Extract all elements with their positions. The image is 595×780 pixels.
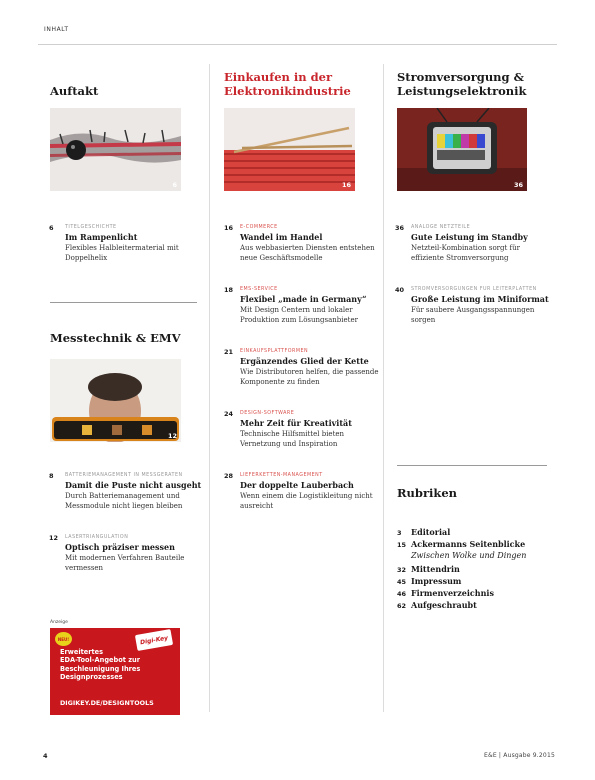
rubrik-label: Impressum <box>411 576 462 586</box>
section-divider <box>397 465 547 466</box>
ad-line: Beschleunigung Ihres <box>60 664 141 673</box>
toc-entry[interactable] <box>224 410 380 449</box>
entry-page: 18 <box>224 286 234 294</box>
issue-info: E&E | Ausgabe 9.2015 <box>483 752 555 759</box>
entry-page: 28 <box>224 472 234 480</box>
rubrik-page: 3 <box>397 529 402 537</box>
entry-description: Wie Distributoren helfen, die passende Komponente zu finden <box>240 368 379 386</box>
entry-description: Durch Batteriemanagement und Messmodule nicht liegen bleiben <box>65 492 183 510</box>
entry-headline: Ergänzendes Glied der Kette <box>240 356 369 366</box>
section-label: INHALT <box>44 26 69 33</box>
entry-headline: Der doppelte Lauberbach <box>240 480 354 490</box>
image-page-number: 6 <box>172 181 177 189</box>
section-title-rubriken: Rubriken <box>397 486 458 500</box>
entry-page: 8 <box>49 472 54 480</box>
entry-headline: Gute Leistung im Standby <box>411 232 528 242</box>
entry-page: 24 <box>224 410 234 418</box>
toc-entry[interactable] <box>224 224 380 263</box>
entry-headline: Große Leistung im Miniformat <box>411 294 549 304</box>
entry-headline: Damit die Puste nicht ausgeht <box>65 480 202 490</box>
rubrik-page: 45 <box>397 578 407 586</box>
column-divider <box>383 64 384 712</box>
rubrik-label: Firmenverzeichnis <box>411 588 494 598</box>
entry-page: 36 <box>395 224 405 232</box>
entry-category: LASERTRIANGULATION <box>65 535 129 540</box>
entry-description: Für saubere Ausgangsspannungen sorgen <box>411 306 535 324</box>
section-title-messtechnik: Messtechnik & EMV <box>50 331 181 345</box>
rubrik-page: 62 <box>397 602 407 610</box>
entry-category: DESIGN-SOFTWARE <box>240 411 295 416</box>
television-icon <box>397 108 527 191</box>
entry-description: Mit Design Centern und lokaler Produktion zum Lösungsanbieter <box>240 306 358 324</box>
toc-entry[interactable] <box>224 348 380 387</box>
entry-page: 16 <box>224 224 234 232</box>
rubrik-page: 15 <box>397 541 407 549</box>
section-title-auftakt: Auftakt <box>50 84 99 98</box>
helix-material-icon <box>50 108 181 191</box>
toc-entry[interactable] <box>224 472 380 511</box>
toc-entry[interactable] <box>49 472 205 511</box>
rubrik-label: Mittendrin <box>411 564 460 574</box>
image-page-number: 12 <box>167 432 177 440</box>
section-divider <box>50 302 197 303</box>
entry-description: Technische Hilfsmittel bieten Vernetzung und Inspiration <box>240 430 345 448</box>
entry-page: 40 <box>395 286 405 294</box>
entry-description: Netzteil-Kombination sorgt für effiziente Stromversorgung <box>411 244 520 262</box>
entry-page: 12 <box>49 534 59 542</box>
toc-entry[interactable] <box>49 224 205 263</box>
einkaufen-image[interactable] <box>224 108 355 191</box>
section-title-stromversorgung: Stromversorgung & Leistungselektronik <box>397 70 527 98</box>
rubrik-item[interactable] <box>397 593 567 612</box>
ad-line: Designprozesses <box>60 672 123 681</box>
rubrik-label: Ackermanns Seitenblicke <box>411 539 526 549</box>
entry-description: Flexibles Halbleitermaterial mit Doppelhelix <box>65 244 179 262</box>
messtechnik-image[interactable] <box>50 359 181 442</box>
entry-headline: Wandel im Handel <box>240 232 323 242</box>
ad-line: Erweitertes <box>60 648 104 656</box>
digikey-advertisement[interactable] <box>50 628 180 715</box>
image-page-number: 16 <box>341 181 351 189</box>
new-badge: NEU! <box>55 632 72 646</box>
entry-category: LIEFERKETTEN-MANAGEMENT <box>240 473 323 478</box>
entry-description: Aus webbasierten Diensten entstehen neue Geschäftsmodelle <box>240 244 375 262</box>
entry-headline: Flexibel „made in Germany“ <box>240 294 367 304</box>
rubrik-subtitle: Zwischen Wolke und Dingen <box>411 551 527 560</box>
entry-category: TITELGESCHICHTE <box>65 225 117 230</box>
entry-page: 21 <box>224 348 234 356</box>
stromversorgung-image[interactable] <box>397 108 527 191</box>
entry-category: ANALOGE NETZTEILE <box>411 225 471 230</box>
section-title-einkaufen: Einkaufen in der Elektronikindustrie <box>224 70 351 98</box>
rubrik-label: Editorial <box>411 527 451 537</box>
entry-headline: Mehr Zeit für Kreativität <box>240 418 352 428</box>
entry-category: BATTERIEMANAGEMENT IN MESSGERÄTEN <box>65 473 183 478</box>
image-page-number: 36 <box>513 181 523 189</box>
ad-label: Anzeige <box>50 620 68 625</box>
page-number: 4 <box>43 752 48 760</box>
toc-entry[interactable] <box>395 224 551 263</box>
man-with-battery-icon <box>50 359 181 442</box>
rubrik-page: 46 <box>397 590 407 598</box>
rubrik-item[interactable] <box>397 532 567 560</box>
entry-category: E-COMMERCE <box>240 225 278 230</box>
toc-entry[interactable] <box>224 286 380 325</box>
entry-headline: Im Rampenlicht <box>65 232 138 242</box>
entry-category: EMS-SERVICE <box>240 287 278 292</box>
ad-text <box>60 648 175 681</box>
entry-description: Mit modernen Verfahren Bauteile vermessen <box>65 554 185 572</box>
auftakt-image[interactable] <box>50 108 181 191</box>
knitting-icon <box>224 108 355 191</box>
rubrik-label: Aufgeschraubt <box>411 600 477 610</box>
ad-url[interactable]: DIGIKEY.DE/DESIGNTOOLS <box>60 699 154 707</box>
entry-category: EINKAUFSPLATTFORMEN <box>240 349 309 354</box>
header-rule <box>38 44 557 45</box>
entry-headline: Optisch präziser messen <box>65 542 175 552</box>
column-divider <box>209 64 210 712</box>
ad-line: EDA-Tool-Angebot zur <box>60 656 140 665</box>
entry-category: STROMVERSORGUNGEN FÜR LEITERPLATTEN <box>411 287 537 292</box>
rubrik-page: 32 <box>397 566 407 574</box>
toc-entry[interactable] <box>49 534 205 573</box>
digikey-logo: Digi-Key <box>135 629 173 651</box>
entry-description: Wenn einem die Logistikleitung nicht ausreicht <box>240 492 373 510</box>
toc-entry[interactable] <box>395 286 551 325</box>
entry-page: 6 <box>49 224 54 232</box>
